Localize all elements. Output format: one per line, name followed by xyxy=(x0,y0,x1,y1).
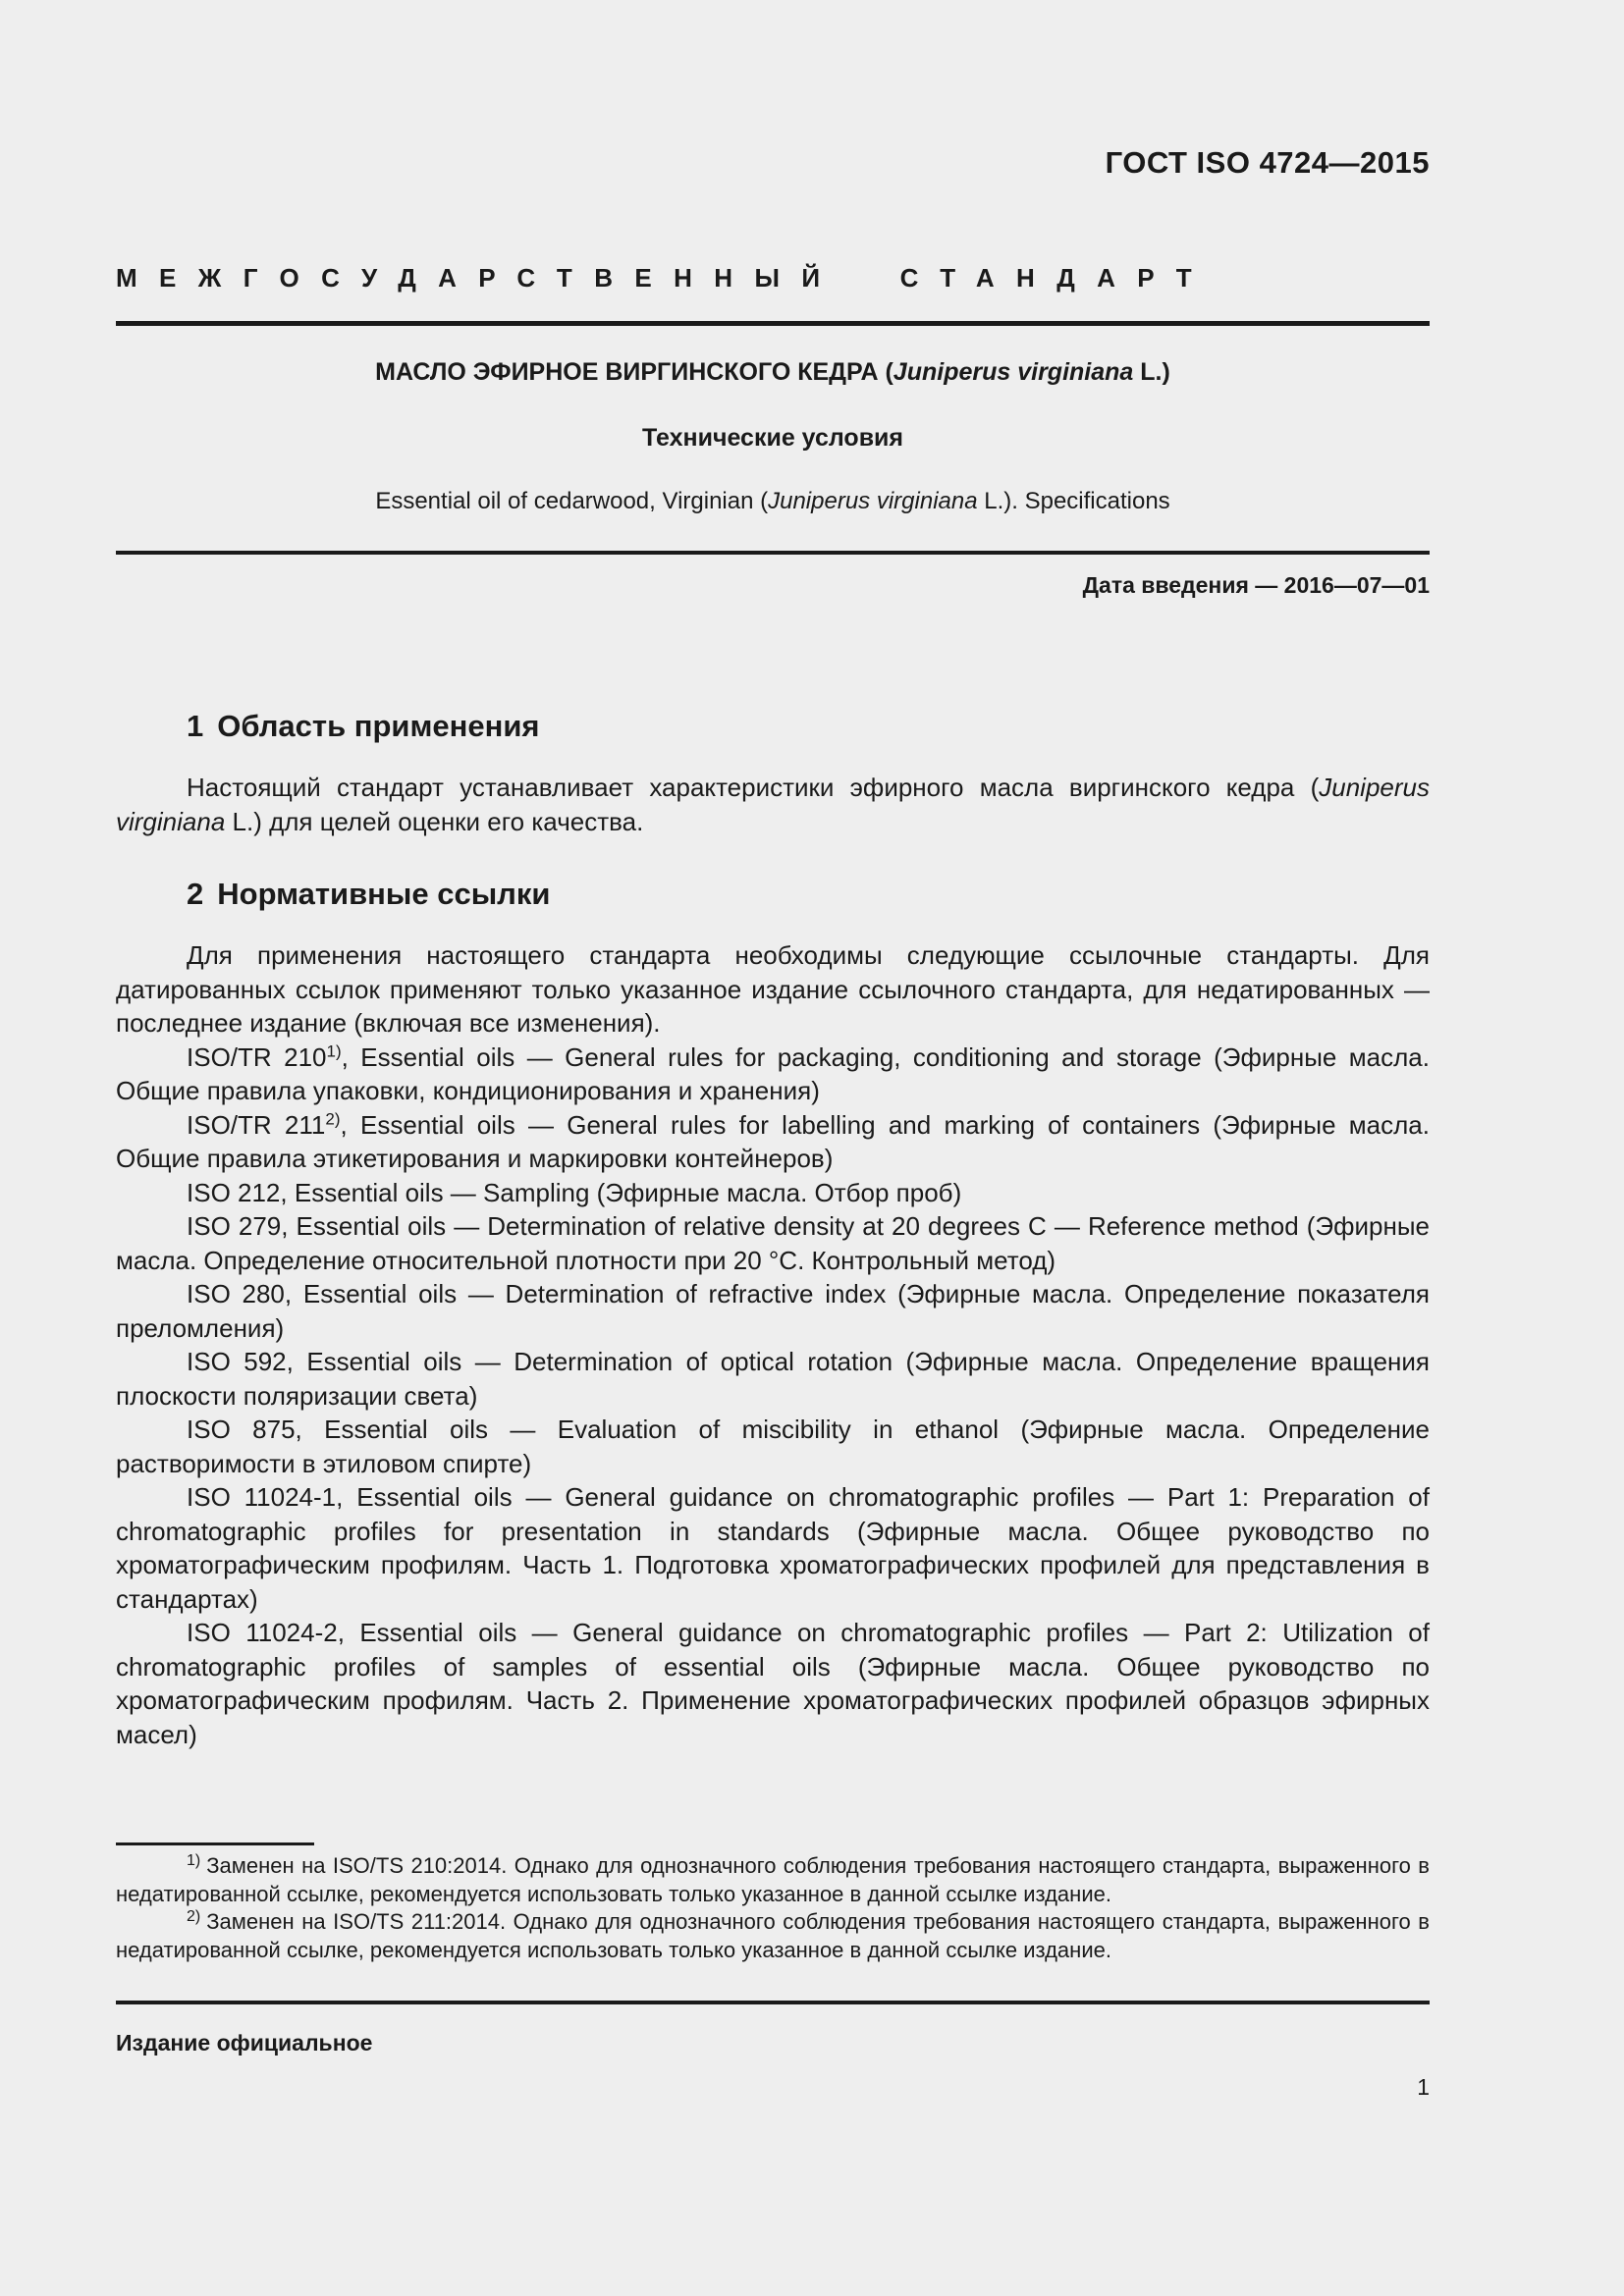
footer-divider xyxy=(116,2001,1430,2004)
reference-item xyxy=(116,1345,1430,1413)
top-divider xyxy=(116,321,1430,326)
reference-code: ISO 280 xyxy=(187,1279,285,1308)
reference-text: , Essential oils — General guidance on chromatographic profiles — Part 1: Preparation of chromatographic profiles for presentation in standards (Эфирные масла. Общее руководство по хроматографическим профилям. Часть 1. Подготовка хроматографических профилей для представления в стандартах) xyxy=(116,1482,1430,1614)
section-2-number: 2 xyxy=(187,877,204,911)
footnote-item xyxy=(116,1852,1430,1908)
section-1-body xyxy=(116,771,1430,838)
title-russian-suffix: L.) xyxy=(1133,358,1170,386)
title-divider xyxy=(116,551,1430,555)
footnote-text: Заменен на ISO/TS 211:2014. Однако для однозначного соблюдения требования настоящего стандарта, выраженного в недатированной ссылке, рекомендуется использовать только указанное в данной ссылке издание. xyxy=(116,1909,1430,1962)
footnote-mark: 1) xyxy=(187,1851,201,1869)
section-1-text-suffix: L.) для целей оценки его качества. xyxy=(225,806,644,836)
footnote-ref: 1) xyxy=(326,1041,342,1060)
section-1-text-prefix: Настоящий стандарт устанавливает характеристики эфирного масла виргинского кедра ( xyxy=(187,773,1320,802)
footnotes xyxy=(116,1852,1430,1964)
section-1-latin-name: Juniperus virginiana xyxy=(116,773,1430,836)
reference-text: , Essential oils — Evaluation of miscibility in ethanol (Эфирные масла. Определение растворимости в этиловом спирте) xyxy=(116,1415,1430,1478)
section-2-intro: Для применения настоящего стандарта необходимы следующие ссылочные стандарты. Для датированных ссылок применяют только указанное издание ссылочного стандарта, для недатированных — последнее издание (включая все изменения). xyxy=(116,940,1430,1038)
section-2-body xyxy=(116,938,1430,1751)
reference-text: , Essential oils — Determination of refractive index (Эфирные масла. Определение показателя преломления) xyxy=(116,1279,1430,1343)
document-code: ГОСТ ISO 4724—2015 xyxy=(1105,145,1430,180)
introduction-date: Дата введения — 2016—07—01 xyxy=(1082,572,1430,598)
reference-text: , Essential oils — Determination of relative density at 20 degrees C — Reference method (Эфирные масла. Определение относительной плотности при 20 °С. Контрольный метод) xyxy=(116,1211,1430,1275)
reference-item xyxy=(116,1277,1430,1345)
title-russian-subtitle: Технические условия xyxy=(641,424,904,452)
section-1-number: 1 xyxy=(187,709,204,743)
section-2-title: Нормативные ссылки xyxy=(217,877,551,911)
reference-item xyxy=(116,1041,1430,1108)
interstate-standard-label: МЕЖГОСУДАРСТВЕННЫЙ СТАНДАРТ xyxy=(116,263,1214,293)
title-english-suffix: L.). Specifications xyxy=(977,488,1170,514)
reference-text: , Essential oils — General rules for packaging, conditioning and storage (Эфирные масла. Общие правила упаковки, кондиционирования и хранения) xyxy=(116,1041,1430,1105)
footnote-ref: 2) xyxy=(325,1108,341,1128)
title-english-prefix: Essential oil of cedarwood, Virginian ( xyxy=(375,488,769,514)
reference-text: , Essential oils — General guidance on chromatographic profiles — Part 2: Utilization of chromatographic profiles of samples of essential oils (Эфирные масла. Общее руководство по хроматографическим профилям. Часть 2. Применение хроматографических профилей образцов эфирных масел) xyxy=(116,1618,1430,1749)
section-1-heading xyxy=(187,709,540,744)
footnote-divider xyxy=(116,1842,314,1845)
reference-code: ISO 279 xyxy=(187,1211,282,1241)
reference-item xyxy=(116,1209,1430,1277)
reference-code: ISO 11024-1 xyxy=(187,1482,337,1512)
official-edition-label: Издание официальное xyxy=(116,2030,373,2056)
reference-code: ISO 875 xyxy=(187,1415,296,1444)
reference-item xyxy=(116,1413,1430,1480)
title-russian-latin-name: Juniperus virginiana xyxy=(893,358,1134,386)
section-1-title: Область применения xyxy=(217,709,540,743)
footnote-item xyxy=(116,1908,1430,1964)
section-1-paragraph xyxy=(116,771,1430,838)
page-number: 1 xyxy=(1417,2074,1430,2100)
title-russian-prefix: МАСЛО ЭФИРНОЕ ВИРГИНСКОГО КЕДРА ( xyxy=(375,358,893,386)
reference-text: , Essential oils — General rules for labelling and marking of containers (Эфирные масла. Общие правила этикетирования и маркировки контейнеров) xyxy=(116,1109,1430,1173)
title-english xyxy=(116,488,1430,515)
reference-item xyxy=(116,1176,1430,1210)
reference-code: ISO/TR 210 xyxy=(187,1041,327,1072)
reference-code: ISO 11024-2 xyxy=(187,1618,338,1647)
reference-item xyxy=(116,1480,1430,1616)
reference-code: ISO 212 xyxy=(187,1177,281,1207)
footnote-mark: 2) xyxy=(187,1907,201,1925)
reference-code: ISO 592 xyxy=(187,1347,287,1376)
reference-text: , Essential oils — Sampling (Эфирные масла. Отбор проб) xyxy=(280,1177,962,1207)
reference-item xyxy=(116,1108,1430,1176)
section-2-heading xyxy=(187,877,550,912)
reference-item xyxy=(116,1616,1430,1751)
reference-code: ISO/TR 211 xyxy=(187,1109,326,1140)
title-russian xyxy=(116,358,1430,387)
footnote-text: Заменен на ISO/TS 210:2014. Однако для однозначного соблюдения требования настоящего стандарта, выраженного в недатированной ссылке, рекомендуется использовать только указанное в данной ссылке издание. xyxy=(116,1853,1430,1906)
reference-text: , Essential oils — Determination of optical rotation (Эфирные масла. Определение вращения плоскости поляризации света) xyxy=(116,1347,1430,1411)
title-english-latin-name: Juniperus virginiana xyxy=(768,488,978,514)
